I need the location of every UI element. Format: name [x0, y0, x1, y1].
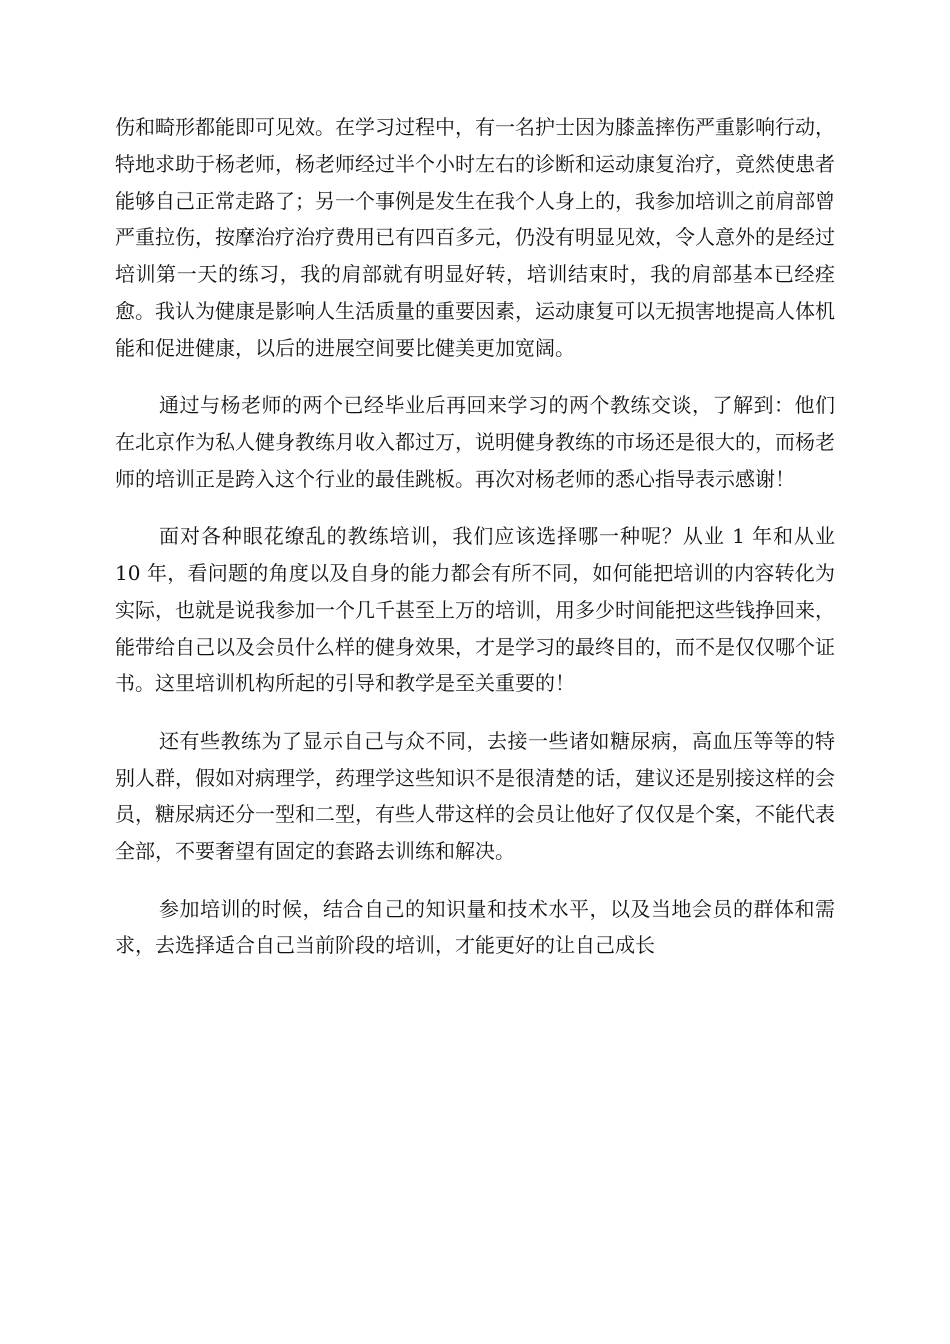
paragraph-training-advice: 参加培训的时候，结合自己的知识量和技术水平，以及当地会员的群体和需求，去选择适合自己当前阶段的培训，才能更好的让自己成长 [115, 896, 835, 958]
document-page [115, 109, 835, 985]
paragraph-continuation: 伤和畸形都能即可见效。在学习过程中，有一名护士因为膝盖摔伤严重影响行动，特地求助于杨老师，杨老师经过半个小时左右的诊断和运动康复治疗，竟然使患者能够自己正常走路了；另一个事例是发生在我个人身上的，我参加培训之前肩部曾严重拉伤，按摩治疗治疗费用已有四百多元，仍没有明显见效，令人意外的是经过培训第一天的练习，我的肩部就有明显好转，培训结束时，我的肩部基本已经痊愈。我认为健康是影响人生活质量的重要因素，运动康复可以无损害地提高人体机能和促进健康，以后的进展空间要比健美更加宽阔。 [115, 115, 835, 360]
paragraph-special-populations: 还有些教练为了显示自己与众不同，去接一些诸如糖尿病，高血压等等的特别人群，假如对病理学，药理学这些知识不是很清楚的话，建议还是别接这样的会员，糖尿病还分一型和二型，有些人带这样的会员让他好了仅仅是个案，不能代表全部，不要奢望有固定的套路去训练和解决。 [115, 728, 835, 864]
paragraph-choosing-training: 面对各种眼花缭乱的教练培训，我们应该选择哪一种呢？从业 1 年和从业 10 年，看问题的角度以及自身的能力都会有所不同，如何能把培训的内容转化为实际，也就是说我参加一个几千甚至上万的培训，用多少时间能把这些钱挣回来，能带给自己以及会员什么样的健身效果，才是学习的最终目的，而不是仅仅哪个证书。这里培训机构所起的引导和教学是至关重要的！ [115, 524, 835, 696]
paragraph-coach-conversation: 通过与杨老师的两个已经毕业后再回来学习的两个教练交谈，了解到：他们在北京作为私人健身教练月收入都过万，说明健身教练的市场还是很大的，而杨老师的培训正是跨入这个行业的最佳跳板。再次对杨老师的悉心指导表示感谢！ [115, 393, 835, 491]
